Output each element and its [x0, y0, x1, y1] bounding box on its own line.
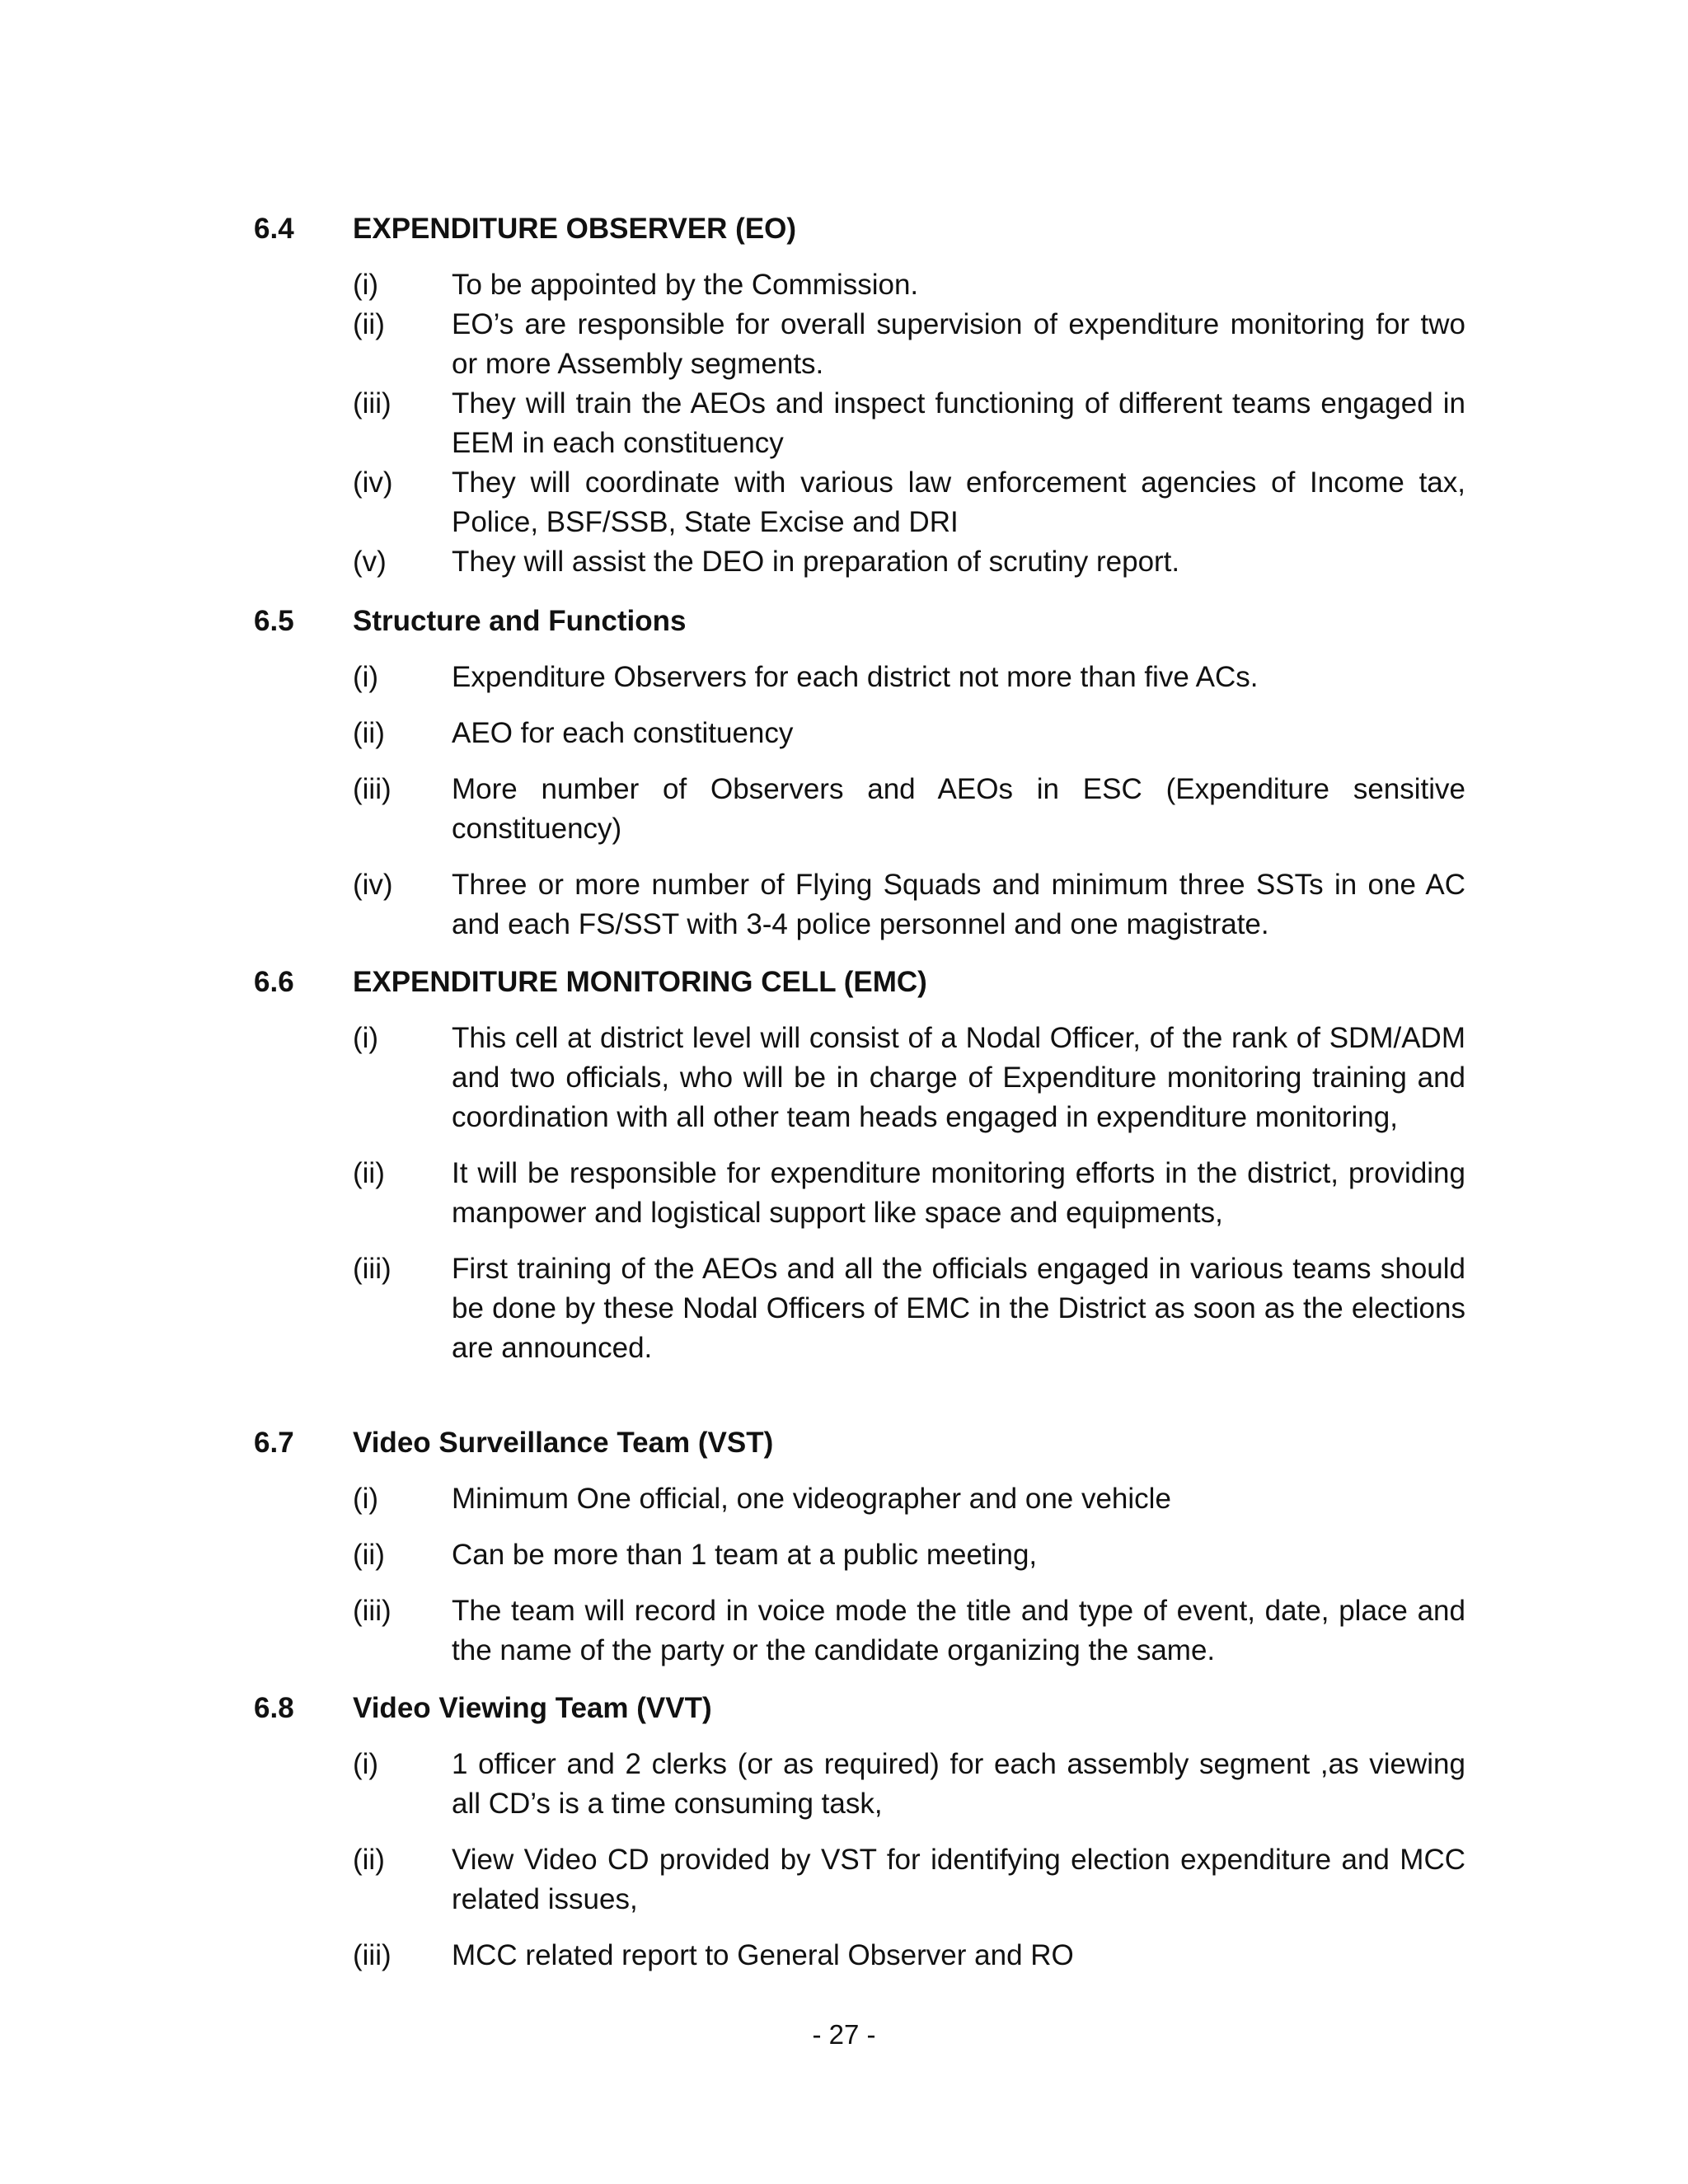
section-number: 6.8: [254, 1692, 294, 1724]
section-6-6: [254, 963, 1465, 1368]
section-6-5: [254, 602, 1465, 944]
item-text: EO’s are responsible for overall supervision of expenditure monitoring for two or more Assembly segments.: [452, 308, 1465, 380]
list-item: [353, 1840, 1465, 1919]
item-number: (iii): [353, 1595, 392, 1627]
list-item: [353, 1535, 1465, 1575]
section-title: Video Surveillance Team (VST): [353, 1427, 774, 1459]
item-text: Minimum One official, one videographer and one vehicle: [452, 1483, 1171, 1515]
section-heading: [254, 602, 1465, 641]
item-text: They will coordinate with various law enforcement agencies of Income tax, Police, BSF/SSB, State Excise and DRI: [452, 466, 1465, 538]
section-title: EXPENDITURE OBSERVER (EO): [353, 213, 797, 245]
list-item: [353, 265, 1465, 305]
list-item: [353, 1249, 1465, 1368]
item-number: (ii): [353, 1844, 385, 1876]
item-text: To be appointed by the Commission.: [452, 269, 919, 301]
list-item: [353, 463, 1465, 542]
item-text: First training of the AEOs and all the officials engaged in various teams should be done by these Nodal Officers of EMC in the District as soon as the elections are announced.: [452, 1253, 1465, 1364]
item-number: (iii): [353, 1939, 392, 1971]
item-text: They will train the AEOs and inspect functioning of different teams engaged in EEM in each constituency: [452, 387, 1465, 459]
item-list: [353, 1019, 1465, 1368]
item-list: [353, 265, 1465, 582]
item-number: (ii): [353, 717, 385, 749]
section-number: 6.5: [254, 605, 294, 637]
item-number: (i): [353, 661, 379, 693]
list-item: [353, 1936, 1465, 1975]
item-number: (ii): [353, 1157, 385, 1189]
item-number: (iii): [353, 1253, 392, 1285]
list-item: [353, 542, 1465, 582]
list-item: [353, 658, 1465, 697]
list-item: [353, 865, 1465, 944]
section-heading: [254, 209, 1465, 249]
item-text: This cell at district level will consist of a Nodal Officer, of the rank of SDM/ADM and two officials, who will be in charge of Expenditure monitoring training and coordination with all other team heads engaged in expenditure monitoring,: [452, 1022, 1465, 1133]
item-list: [353, 658, 1465, 944]
item-number: (v): [353, 546, 387, 578]
list-item: [353, 770, 1465, 849]
list-item: [353, 1019, 1465, 1137]
list-item: [353, 1745, 1465, 1824]
section-6-7: [254, 1423, 1465, 1671]
section-title: Video Viewing Team (VVT): [353, 1692, 712, 1724]
page-number: - 27 -: [812, 2019, 876, 2050]
item-text: AEO for each constituency: [452, 717, 794, 749]
item-number: (i): [353, 269, 379, 301]
list-item: [353, 384, 1465, 463]
item-text: It will be responsible for expenditure monitoring efforts in the district, providing manpower and logistical support like space and equipments,: [452, 1157, 1465, 1229]
section-number: 6.6: [254, 966, 294, 998]
item-text: 1 officer and 2 clerks (or as required) for each assembly segment ,as viewing all CD’s is a time consuming task,: [452, 1748, 1465, 1820]
list-item: [353, 1479, 1465, 1519]
section-6-8: [254, 1689, 1465, 1975]
section-title: EXPENDITURE MONITORING CELL (EMC): [353, 966, 927, 998]
item-text: They will assist the DEO in preparation of scrutiny report.: [452, 546, 1180, 578]
section-heading: [254, 1689, 1465, 1728]
item-number: (i): [353, 1022, 379, 1054]
item-number: (ii): [353, 308, 385, 340]
item-number: (i): [353, 1483, 379, 1515]
item-text: Three or more number of Flying Squads and minimum three SSTs in one AC and each FS/SST with 3-4 police personnel and one magistrate.: [452, 869, 1465, 940]
section-heading: [254, 1423, 1465, 1463]
item-number: (iv): [353, 466, 393, 499]
item-text: Expenditure Observers for each district not more than five ACs.: [452, 661, 1259, 693]
item-list: [353, 1745, 1465, 1975]
item-text: The team will record in voice mode the title and type of event, date, place and the name of the party or the candidate organizing the same.: [452, 1595, 1465, 1666]
item-number: (iv): [353, 869, 393, 901]
item-number: (iii): [353, 773, 392, 805]
list-item: [353, 714, 1465, 753]
item-text: MCC related report to General Observer and RO: [452, 1939, 1074, 1971]
item-text: More number of Observers and AEOs in ESC (Expenditure sensitive constituency): [452, 773, 1465, 845]
list-item: [353, 305, 1465, 384]
item-number: (i): [353, 1748, 379, 1780]
item-list: [353, 1479, 1465, 1671]
section-6-4: [254, 209, 1465, 582]
list-item: [353, 1154, 1465, 1233]
list-item: [353, 1591, 1465, 1671]
item-text: View Video CD provided by VST for identifying election expenditure and MCC related issues,: [452, 1844, 1465, 1915]
section-number: 6.7: [254, 1427, 294, 1459]
item-text: Can be more than 1 team at a public meeting,: [452, 1539, 1038, 1571]
section-number: 6.4: [254, 213, 294, 245]
section-heading: [254, 963, 1465, 1002]
item-number: (iii): [353, 387, 392, 419]
item-number: (ii): [353, 1539, 385, 1571]
section-title: Structure and Functions: [353, 605, 687, 637]
